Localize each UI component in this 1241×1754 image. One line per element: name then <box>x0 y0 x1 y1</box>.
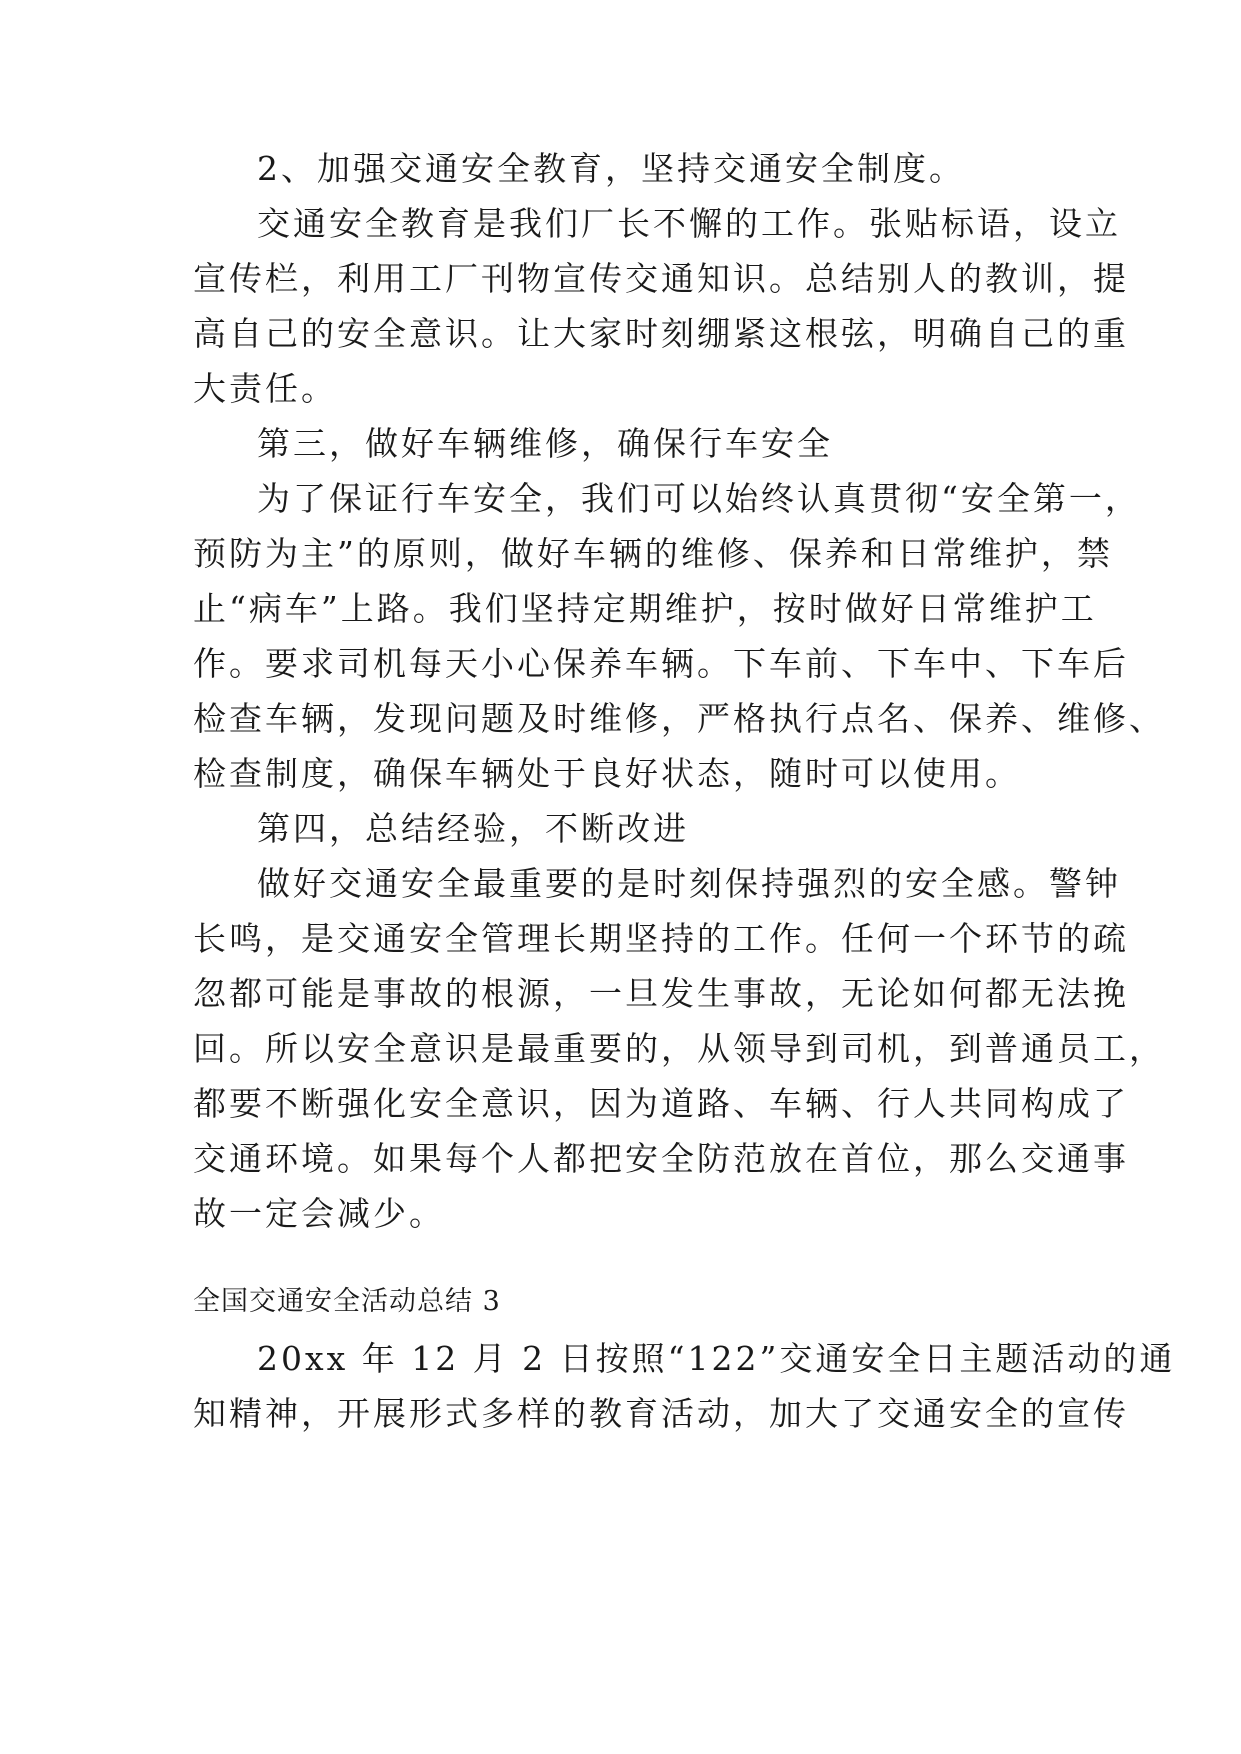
subheading-line: 第四，总结经验，不断改进 <box>257 809 689 848</box>
paragraph-line: 回。所以安全意识是最重要的，从领导到司机，到普通员工， <box>193 1029 1165 1068</box>
paragraph-line: 忽都可能是事故的根源，一旦发生事故，无论如何都无法挽 <box>193 974 1129 1013</box>
paragraph-line: 做好交通安全最重要的是时刻保持强烈的安全感。警钟 <box>257 864 1121 903</box>
paragraph-line: 作。要求司机每天小心保养车辆。下车前、下车中、下车后 <box>193 644 1129 683</box>
paragraph-line: 止“病车”上路。我们坚持定期维护，按时做好日常维护工 <box>193 589 1097 628</box>
subheading-line: 第三，做好车辆维修，确保行车安全 <box>257 424 833 463</box>
paragraph-line: 知精神，开展形式多样的教育活动，加大了交通安全的宣传 <box>193 1394 1129 1433</box>
paragraph-line: 预防为主”的原则，做好车辆的维修、保养和日常维护，禁 <box>193 534 1113 573</box>
paragraph-line: 都要不断强化安全意识，因为道路、车辆、行人共同构成了 <box>193 1084 1129 1123</box>
paragraph-line: 交通安全教育是我们厂长不懈的工作。张贴标语，设立 <box>257 204 1121 243</box>
paragraph-line: 20xx 年 12 月 2 日按照“122”交通安全日主题活动的通 <box>257 1339 1176 1378</box>
paragraph-line: 长鸣，是交通安全管理长期坚持的工作。任何一个环节的疏 <box>193 919 1129 958</box>
paragraph-line: 故一定会减少。 <box>193 1194 445 1233</box>
paragraph-line: 为了保证行车安全，我们可以始终认真贯彻“安全第一， <box>257 479 1141 518</box>
paragraph-line: 宣传栏，利用工厂刊物宣传交通知识。总结别人的教训，提 <box>193 259 1129 298</box>
section-title: 全国交通安全活动总结 3 <box>193 1286 501 1317</box>
paragraph-line: 2、加强交通安全教育，坚持交通安全制度。 <box>257 149 965 188</box>
paragraph-line: 检查制度，确保车辆处于良好状态，随时可以使用。 <box>193 754 1021 793</box>
paragraph-line: 高自己的安全意识。让大家时刻绷紧这根弦，明确自己的重 <box>193 314 1129 353</box>
paragraph-line: 交通环境。如果每个人都把安全防范放在首位，那么交通事 <box>193 1139 1129 1178</box>
paragraph-line: 检查车辆，发现问题及时维修，严格执行点名、保养、维修、 <box>193 699 1165 738</box>
paragraph-line: 大责任。 <box>193 369 337 408</box>
